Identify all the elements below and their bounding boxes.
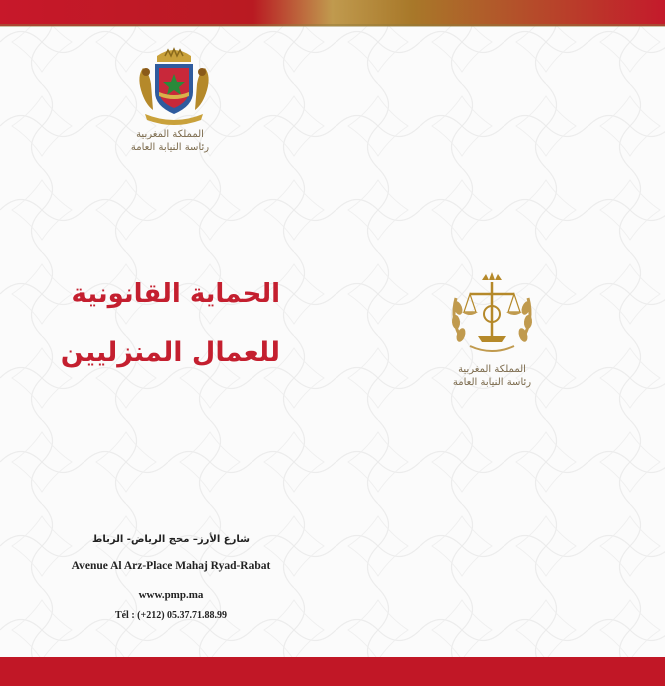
institution-name-top — [110, 128, 230, 154]
institution-line-1: المملكة المغربية — [136, 129, 204, 140]
website-link[interactable]: www.pmp.ma — [138, 589, 204, 601]
institution-line-2: رئاسة النيابة العامة — [130, 142, 210, 153]
institution-line-2: رئاسة النيابة العامة — [452, 377, 532, 388]
scales-of-justice-icon — [448, 270, 536, 360]
royal-coat-of-arms-icon — [135, 46, 213, 126]
institution-name-right — [432, 363, 552, 389]
title-line-2: للعمال المنزليين — [60, 337, 280, 368]
bottom-color-band — [0, 657, 665, 686]
top-gold-rule — [0, 24, 665, 27]
top-color-band — [0, 0, 665, 26]
address-arabic: شارع الأرز– محج الرياض- الرباط — [92, 534, 250, 545]
institution-line-1: المملكة المغربية — [458, 364, 526, 375]
title-line-1: الحماية القانونية — [71, 279, 280, 309]
address-english: Avenue Al Arz-Place Mahaj Ryad-Rabat — [71, 560, 271, 572]
phone-number: Tél : (+212) 05.37.71.88.99 — [114, 610, 228, 621]
